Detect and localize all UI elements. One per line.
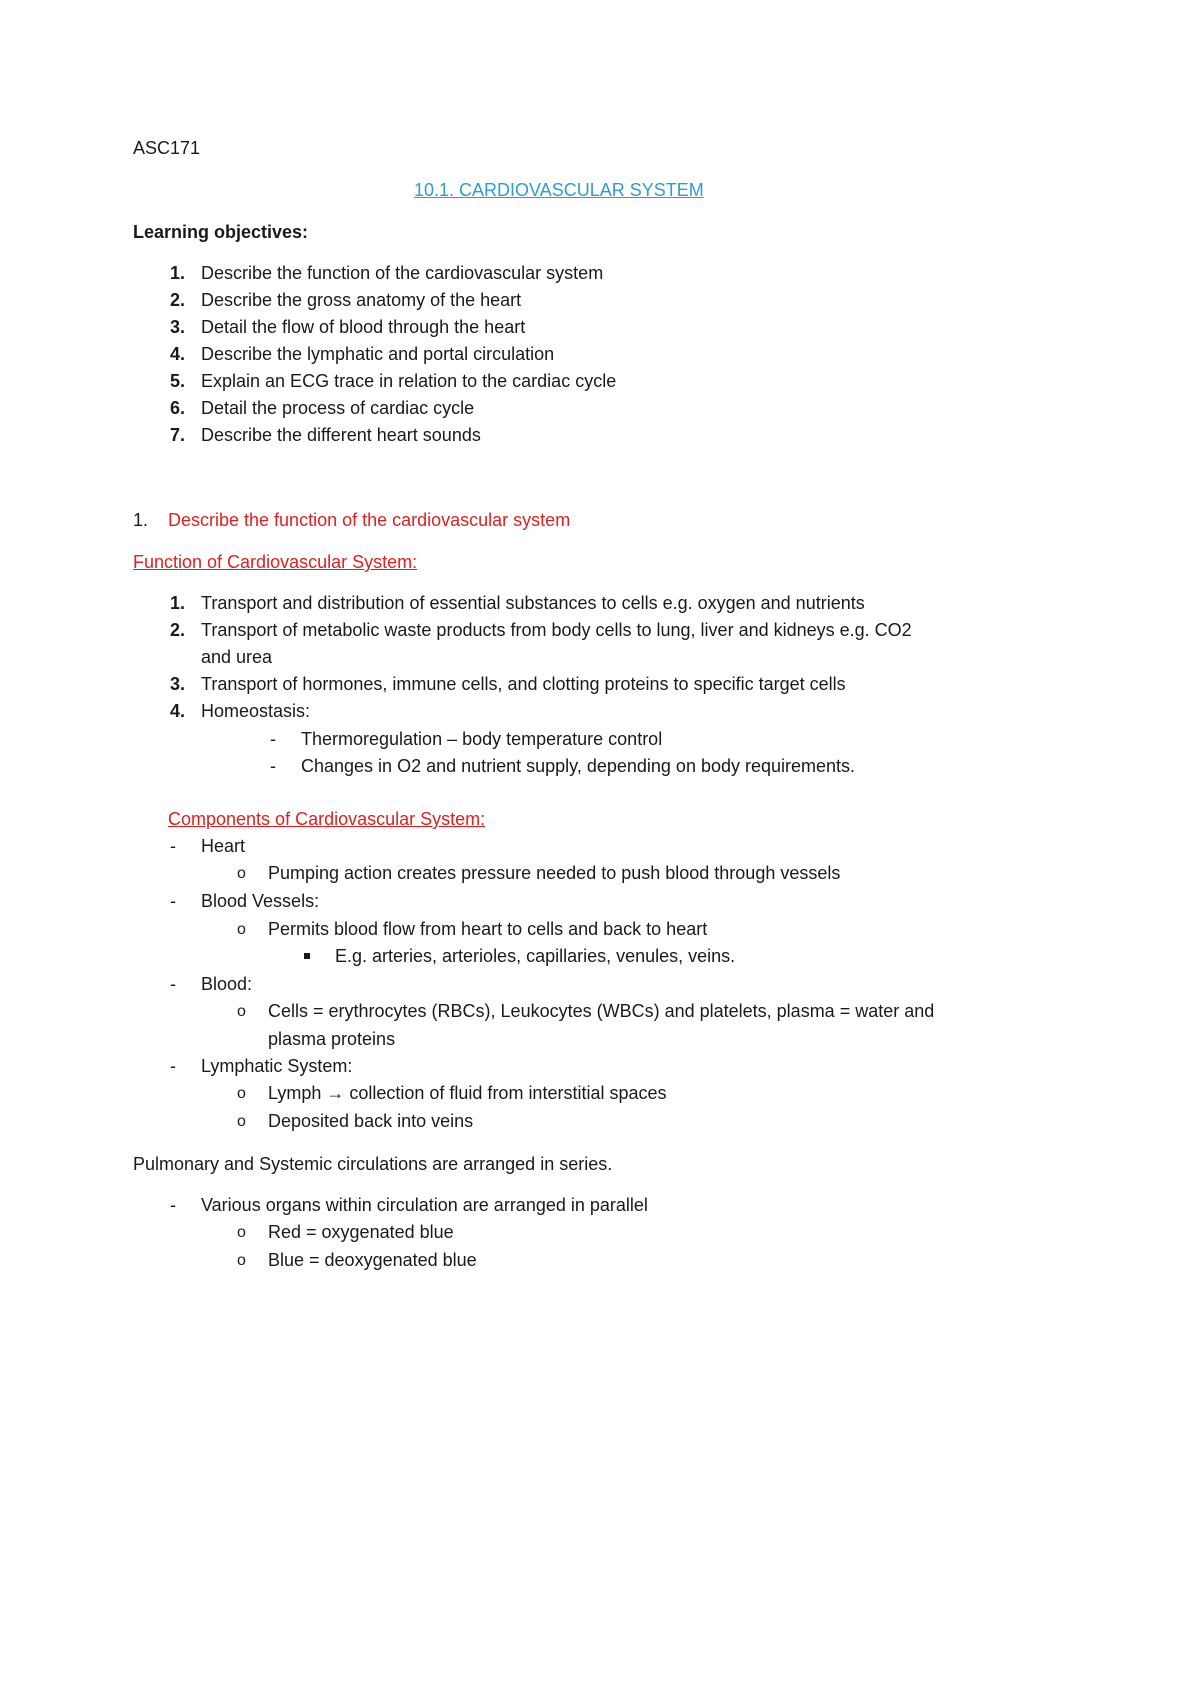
circle-bullet: o xyxy=(237,1224,246,1241)
list-item: Blue = deoxygenated blue xyxy=(268,1250,477,1270)
list-item xyxy=(268,1082,667,1104)
list-item-continuation: and urea xyxy=(201,647,273,667)
objectives-heading: Learning objectives: xyxy=(133,222,309,242)
list-item: Blood: xyxy=(201,974,253,994)
dash-bullet: - xyxy=(270,756,276,776)
circle-bullet: o xyxy=(237,921,246,938)
list-item: Transport of hormones, immune cells, and clotting proteins to specific target cells xyxy=(201,674,846,694)
list-item: Describe the function of the cardiovascular system xyxy=(201,263,604,283)
list-item: Homeostasis: xyxy=(201,701,311,721)
list-number: 3. xyxy=(170,317,186,337)
list-number: 6. xyxy=(170,398,186,418)
list-item: Detail the flow of blood through the heart xyxy=(201,317,526,337)
square-bullet xyxy=(304,953,310,959)
list-item: Transport and distribution of essential substances to cells e.g. oxygen and nutrients xyxy=(201,593,865,613)
list-item: Transport of metabolic waste products from body cells to lung, liver and kidneys e.g. CO2 xyxy=(201,620,912,640)
list-item: Detail the process of cardiac cycle xyxy=(201,398,475,418)
dash-bullet: - xyxy=(170,1195,176,1215)
list-item: Pumping action creates pressure needed to push blood through vessels xyxy=(268,863,841,883)
circle-bullet: o xyxy=(237,865,246,882)
section-number: 1. xyxy=(133,510,149,530)
dash-bullet: - xyxy=(170,974,176,994)
dash-bullet: - xyxy=(270,729,276,749)
list-item: Describe the different heart sounds xyxy=(201,425,481,445)
dash-bullet: - xyxy=(170,891,176,911)
list-number: 2. xyxy=(170,290,186,310)
section-heading: Describe the function of the cardiovascular system xyxy=(168,510,571,530)
arrow-icon: → xyxy=(326,1083,345,1103)
course-code: ASC171 xyxy=(133,138,201,158)
circle-bullet: o xyxy=(237,1252,246,1269)
circle-bullet: o xyxy=(237,1003,246,1020)
list-item: Various organs within circulation are arranged in parallel xyxy=(201,1195,648,1215)
circle-bullet: o xyxy=(237,1085,246,1102)
list-item: Thermoregulation – body temperature control xyxy=(301,729,663,749)
list-item-continuation: plasma proteins xyxy=(268,1029,396,1049)
list-item: E.g. arteries, arterioles, capillaries, venules, veins. xyxy=(335,946,736,966)
list-item: Permits blood flow from heart to cells and back to heart xyxy=(268,919,708,939)
list-item: Heart xyxy=(201,836,246,856)
list-item: Describe the lymphatic and portal circulation xyxy=(201,344,555,364)
dash-bullet: - xyxy=(170,836,176,856)
list-item: Changes in O2 and nutrient supply, depending on body requirements. xyxy=(301,756,856,776)
list-number: 1. xyxy=(170,263,186,283)
series-text: Pulmonary and Systemic circulations are arranged in series. xyxy=(133,1154,613,1174)
list-item: Blood Vessels: xyxy=(201,891,320,911)
list-number: 4. xyxy=(170,344,186,364)
list-item: Lymphatic System: xyxy=(201,1056,353,1076)
list-number: 2. xyxy=(170,620,186,640)
components-heading: Components of Cardiovascular System: xyxy=(168,809,486,829)
list-number: 3. xyxy=(170,674,186,694)
lymph-text: Lymph xyxy=(268,1083,327,1103)
list-number: 4. xyxy=(170,701,186,721)
list-item: Cells = erythrocytes (RBCs), Leukocytes (WBCs) and platelets, plasma = water and xyxy=(268,1001,935,1021)
list-number: 1. xyxy=(170,593,186,613)
list-item: Red = oxygenated blue xyxy=(268,1222,454,1242)
dash-bullet: - xyxy=(170,1056,176,1076)
list-item: Explain an ECG trace in relation to the cardiac cycle xyxy=(201,371,617,391)
function-heading: Function of Cardiovascular System: xyxy=(133,552,418,572)
circle-bullet: o xyxy=(237,1113,246,1130)
document-title[interactable]: 10.1. CARDIOVASCULAR SYSTEM xyxy=(414,180,704,200)
lymph-text-rest: collection of fluid from interstitial spaces xyxy=(344,1083,667,1103)
list-item: Deposited back into veins xyxy=(268,1111,474,1131)
list-number: 5. xyxy=(170,371,186,391)
list-number: 7. xyxy=(170,425,186,445)
list-item: Describe the gross anatomy of the heart xyxy=(201,290,522,310)
